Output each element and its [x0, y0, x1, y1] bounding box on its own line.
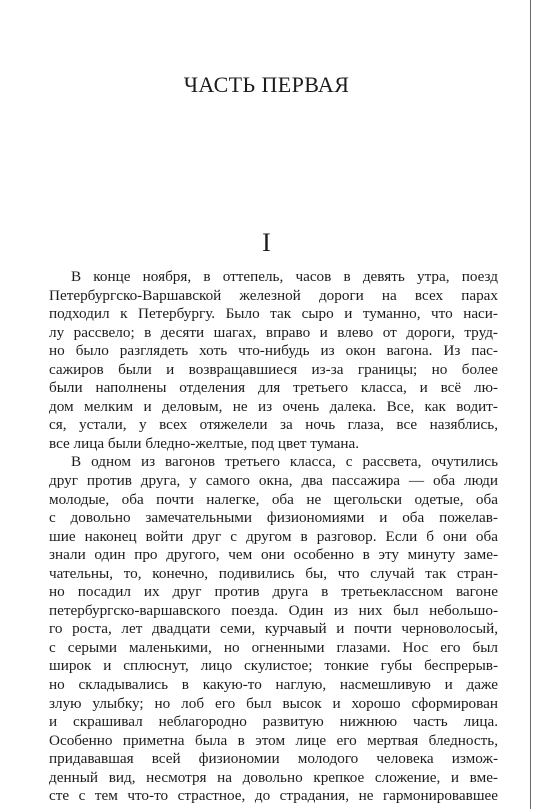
text-line: сте с тем что-то страстное, до страдания, не гармонировавшее [49, 787, 498, 805]
text-line: с серыми маленькими, но огненными глазами. Нос его был [49, 638, 498, 656]
text-line: друг против друга, у самого окна, два пассажира — оба люди [49, 472, 498, 490]
text-line: были наполнены отделения для третьего класса, и всё лю- [49, 379, 498, 397]
text-line: молодые, оба почти налегке, оба не щегольски одетые, оба [49, 490, 498, 508]
page-edge-line [530, 0, 531, 809]
text-line: го роста, лет двадцати семи, курчавый и почти черноволосый, [49, 620, 498, 638]
text-line: но было разглядеть хоть что-нибудь из окон вагона. Из пас- [49, 342, 498, 360]
text-line: лу рассвело; в десяти шагах, вправо и влево от дороги, труд- [49, 323, 498, 341]
text-line: все лица были бледно-желтые, под цвет тумана. [49, 434, 360, 452]
text-line: Особенно приметна была в этом лице его мертвая бледность, [49, 731, 498, 749]
text-line: дом мелким и деловым, не из очень далека. Все, как водит- [49, 397, 498, 415]
text-line: злую улыбку; но лоб его был высок и хорошо сформирован [49, 694, 498, 712]
text-line: но складывались в какую-то наглую, насмешливую и даже [49, 676, 498, 694]
body-text [49, 268, 498, 806]
text-line: подходил к Петербургу. Было так сыро и туманно, что наси- [49, 305, 498, 323]
text-line: и скрашивал неблагородно развитую нижнюю часть лица. [49, 713, 498, 731]
text-line: широк и сплюснут, лицо скулистое; тонкие губы беспрерыв- [49, 657, 498, 675]
text-line: знали один про другого, чем они особенно в эту минуту заме- [49, 546, 498, 564]
text-line: шие наконец войти друг с другом в разговор. Если б они оба [49, 527, 498, 545]
text-line: с довольно замечательными физиономиями и оба пожелав- [49, 509, 498, 527]
text-line: В конце ноября, в оттепель, часов в девять утра, поезд [71, 268, 498, 285]
text-line: денный вид, несмотря на довольно крепкое сложение, и вме- [49, 768, 498, 786]
part-title: ЧАСТЬ ПЕРВАЯ [183, 72, 350, 97]
text-line: ся, устали, у всех отяжелели за ночь глаза, все назяблись, [49, 416, 498, 434]
text-line: петербургско-варшавского поезда. Один из них был небольшо- [49, 601, 498, 619]
text-line: придававшая всей физиономии молодого человека измож- [49, 750, 498, 768]
text-line: чательны, то, конечно, подивились бы, что случай так стран- [49, 564, 498, 582]
text-line: В одном из вагонов третьего класса, с рассвета, очутились [71, 453, 498, 471]
chapter-number: I [262, 228, 271, 257]
text-line: Петербургско-Варшавской железной дороги на всех парах [49, 286, 498, 304]
text-line: сажиров были и возвращавшиеся из-за границы; но более [49, 360, 498, 378]
text-line: но посадил их друг против друга в третьеклассном вагоне [49, 583, 498, 601]
